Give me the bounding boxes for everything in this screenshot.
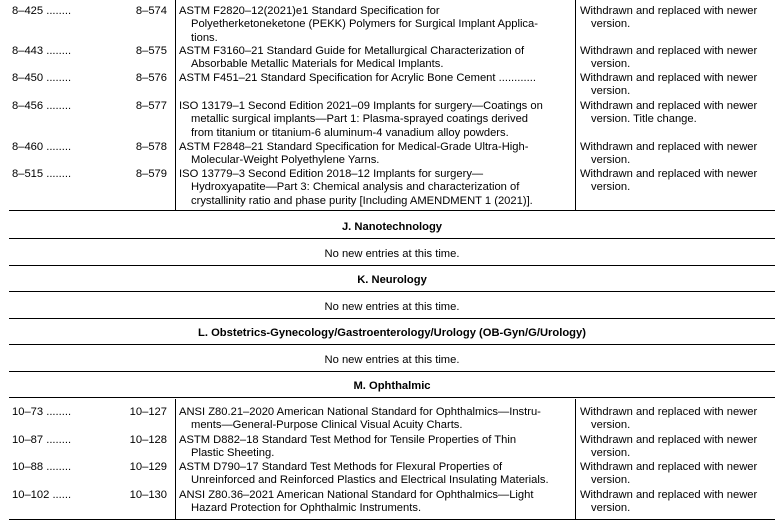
action-line: version. [591,18,631,31]
action-text [580,100,775,127]
new-section-number: 8–575 [135,45,167,57]
action-text [580,461,775,488]
action-line: Withdrawn and replaced with newer [580,72,758,84]
old-section-number: 8–456 ........ [12,100,72,112]
table-rule [9,210,775,211]
action-line: Withdrawn and replaced with newer [580,489,758,501]
action-text [580,489,775,516]
action-text [580,434,775,461]
standard-title [179,489,571,516]
table-rule [9,344,775,345]
old-section-number: 10–88 ........ [12,461,72,473]
action-line: Withdrawn and replaced with newer [580,461,758,473]
new-section-number: 8–576 [135,72,167,84]
title-line: ANSI Z80.21–2020 American National Standard for Ophthalmics—Instru- [179,406,541,418]
old-section-number: 8–443 ........ [12,45,72,57]
standard-title [179,100,571,140]
standard-title [179,141,571,168]
column-divider [175,0,176,210]
title-line: Polyetherketoneketone (PEKK) Polymers for Surgical Implant Applica- [191,18,538,31]
action-line: version. [591,419,631,432]
title-line: ISO 13179–1 Second Edition 2021–09 Implants for surgery—Coatings on [179,100,543,112]
title-line: from titanium or titanium-6 aluminum-4 vanadium alloy powders. [191,126,509,139]
title-line: Hydroxyapatite—Part 3: Chemical analysis and characterization of [191,181,520,194]
title-line: ASTM F2848–21 Standard Specification for Medical-Grade Ultra-High- [179,141,529,153]
action-line: Withdrawn and replaced with newer [580,168,758,180]
action-text [580,141,775,168]
standard-title [179,434,571,461]
old-section-number: 8–515 ........ [12,168,72,180]
action-line: version. [591,447,631,460]
section-heading: L. Obstetrics-Gynecology/Gastroenterology/Urology (OB-Gyn/G/Urology) [198,327,586,339]
title-line: Plastic Sheeting. [191,447,275,460]
action-line: version. [591,58,631,71]
table-rule [9,318,775,319]
no-entries-note: No new entries at this time. [324,354,460,366]
action-line: version. [591,85,631,98]
standard-title [179,406,571,433]
table-rule [9,265,775,266]
table-rule [9,291,775,292]
new-section-number: 8–577 [135,100,167,112]
title-line: ASTM F3160–21 Standard Guide for Metallurgical Characterization of [179,45,525,57]
standard-title [179,461,571,488]
action-line: Withdrawn and replaced with newer [580,434,758,446]
section-heading: K. Neurology [357,274,427,286]
old-section-number: 8–460 ........ [12,141,72,153]
action-text [580,406,775,433]
title-line: ASTM D882–18 Standard Test Method for Tensile Properties of Thin [179,434,517,446]
title-line: ASTM F2820–12(2021)e1 Standard Specification for [179,5,440,17]
title-line: ANSI Z80.36–2021 American National Standard for Ophthalmics—Light [179,489,534,501]
column-divider [575,399,576,519]
no-entries-note: No new entries at this time. [324,301,460,313]
action-line: Withdrawn and replaced with newer [580,45,758,57]
title-line: tions. [191,31,218,44]
table-rule [9,397,775,398]
old-section-number: 10–102 ...... [12,489,72,501]
new-section-number: 8–579 [135,168,167,180]
action-line: Withdrawn and replaced with newer [580,141,758,153]
title-line: ASTM F451–21 Standard Specification for Acrylic Bone Cement ............ [179,72,536,84]
table-rule [9,238,775,239]
new-section-number: 10–128 [129,434,167,446]
column-divider [175,399,176,519]
standard-title [179,72,571,85]
old-section-number: 10–87 ........ [12,434,72,446]
new-section-number: 8–578 [135,141,167,153]
standard-title [179,45,571,72]
action-line: version. [591,181,631,194]
new-section-number: 8–574 [135,5,167,17]
action-text [580,168,775,195]
new-section-number: 10–130 [129,489,167,501]
action-line: Withdrawn and replaced with newer [580,5,758,17]
action-text [580,45,775,72]
title-line: Absorbable Metallic Materials for Medical Implants. [191,58,444,71]
action-line: Withdrawn and replaced with newer [580,406,758,418]
new-section-number: 10–129 [129,461,167,473]
title-line: ASTM D790–17 Standard Test Methods for Flexural Properties of [179,461,503,473]
old-section-number: 10–73 ........ [12,406,72,418]
title-line: metallic surgical implants—Part 1: Plasma-sprayed coatings derived [191,113,529,126]
column-divider [575,0,576,210]
action-line: version. [591,154,631,167]
action-text [580,5,775,32]
action-line: Withdrawn and replaced with newer [580,100,758,112]
action-line: version. [591,474,631,487]
title-line: crystallinity ratio and phase purity [Including AMENDMENT 1 (2021)]. [191,194,533,207]
title-line: Molecular-Weight Polyethylene Yarns. [191,154,380,167]
section-heading: J. Nanotechnology [341,221,443,233]
old-section-number: 8–425 ........ [12,5,72,17]
no-entries-note: No new entries at this time. [324,248,460,260]
action-line: version. [591,502,631,515]
section-heading: M. Ophthalmic [353,380,431,392]
action-text [580,72,775,99]
title-line: ISO 13779–3 Second Edition 2018–12 Implants for surgery— [179,168,484,180]
table-rule [9,371,775,372]
standard-title [179,168,571,208]
title-line: Hazard Protection for Ophthalmic Instruments. [191,502,422,515]
new-section-number: 10–127 [129,406,167,418]
standard-title [179,5,571,45]
old-section-number: 8–450 ........ [12,72,72,84]
action-line: version. Title change. [591,113,697,126]
title-line: ments—General-Purpose Clinical Visual Acuity Charts. [191,419,463,432]
title-line: Unreinforced and Reinforced Plastics and Electrical Insulating Materials. [191,474,549,487]
table-rule [9,519,775,520]
